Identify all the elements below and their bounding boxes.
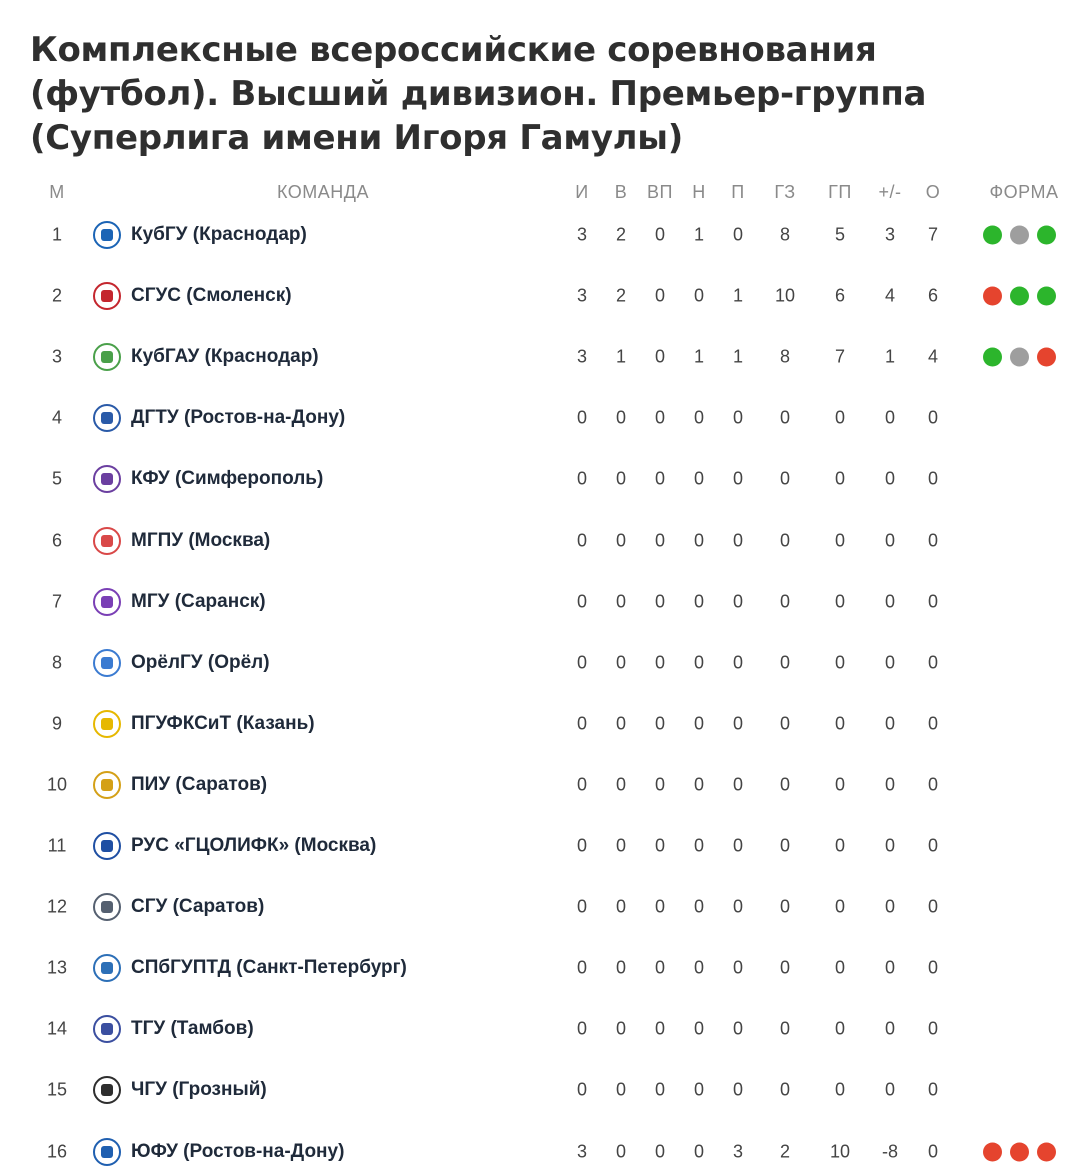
col-goals-for-header[interactable]: ГЗ: [774, 182, 796, 202]
goal-diff-cell: 0: [884, 1018, 896, 1039]
position-cell: 15: [46, 1079, 68, 1100]
goal-diff-cell: 1: [884, 346, 896, 367]
chgu-logo-icon: [93, 1076, 121, 1104]
form-loss-dot[interactable]: [1010, 1142, 1029, 1161]
goals-for-cell: 10: [774, 285, 796, 306]
logo-emblem: [101, 1146, 113, 1158]
losses-cell: 0: [732, 591, 744, 612]
team-name-link[interactable]: ЮФУ (Ростов-на-Дону): [131, 1140, 345, 1162]
form-indicator: [983, 348, 1056, 367]
goal-diff-cell: 0: [884, 957, 896, 978]
logo-emblem: [101, 290, 113, 302]
ot-wins-cell: 0: [654, 224, 666, 245]
team-name-link[interactable]: ЧГУ (Грозный): [131, 1079, 267, 1101]
spbguptd-logo-icon: [93, 954, 121, 982]
logo-emblem: [101, 840, 113, 852]
wins-cell: 0: [615, 896, 627, 917]
mgpu-logo-icon: [93, 527, 121, 555]
losses-cell: 0: [732, 835, 744, 856]
position-cell: 14: [46, 1018, 68, 1039]
wins-cell: 2: [615, 285, 627, 306]
wins-cell: 0: [615, 468, 627, 489]
wins-cell: 0: [615, 774, 627, 795]
wins-cell: 2: [615, 224, 627, 245]
position-cell: 6: [51, 530, 63, 550]
mgu-logo-icon: [93, 588, 121, 616]
team-name-link[interactable]: МГПУ (Москва): [131, 529, 271, 551]
goals-against-cell: 0: [834, 774, 846, 795]
played-cell: 0: [576, 957, 588, 978]
goals-against-cell: 5: [834, 224, 846, 245]
logo-emblem: [101, 535, 113, 547]
table-row[interactable]: [0, 765, 1078, 805]
played-cell: 0: [576, 835, 588, 856]
goals-for-cell: 0: [779, 957, 791, 978]
goals-for-cell: 0: [779, 468, 791, 489]
col-team-header[interactable]: КОМАНДА: [277, 182, 369, 202]
goals-for-cell: 8: [779, 224, 791, 245]
tgu-logo-icon: [93, 1015, 121, 1043]
table-row[interactable]: [0, 459, 1078, 499]
points-cell: 0: [927, 591, 939, 612]
played-cell: 0: [576, 1079, 588, 1100]
played-cell: 3: [576, 224, 588, 245]
position-cell: 9: [51, 713, 63, 734]
goals-for-cell: 0: [779, 774, 791, 795]
wins-cell: 0: [615, 530, 627, 550]
logo-emblem: [101, 657, 113, 669]
goals-for-cell: 0: [779, 591, 791, 612]
points-cell: 0: [927, 713, 939, 734]
losses-cell: 1: [732, 346, 744, 367]
goal-diff-cell: 0: [884, 407, 896, 428]
losses-cell: 0: [732, 407, 744, 428]
team-name-link[interactable]: ТГУ (Тамбов): [131, 1018, 254, 1040]
kubgau-logo-icon: [93, 343, 121, 371]
table-row[interactable]: [0, 704, 1078, 744]
goals-against-cell: 0: [834, 835, 846, 856]
form-loss-dot[interactable]: [983, 1142, 1002, 1161]
team-name-link[interactable]: ПГУФКСиТ (Казань): [131, 712, 315, 734]
team-name-link[interactable]: ОрёлГУ (Орёл): [131, 651, 270, 673]
losses-cell: 0: [732, 1079, 744, 1100]
losses-cell: 0: [732, 1018, 744, 1039]
wins-cell: 0: [615, 957, 627, 978]
logo-emblem: [101, 596, 113, 608]
goals-against-cell: 6: [834, 285, 846, 306]
losses-cell: 0: [732, 530, 744, 550]
form-indicator: [983, 287, 1056, 306]
col-form-header: ФОРМА: [989, 182, 1059, 202]
team-name-link[interactable]: КубГАУ (Краснодар): [131, 346, 319, 368]
position-cell: 1: [51, 224, 63, 245]
points-cell: 6: [927, 285, 939, 306]
team-name-link[interactable]: РУС «ГЦОЛИФК» (Москва): [131, 835, 377, 856]
team-name-link[interactable]: СПбГУПТД (Санкт-Петербург): [131, 957, 407, 979]
played-cell: 0: [576, 652, 588, 673]
ot-wins-cell: 0: [654, 896, 666, 917]
position-cell: 16: [46, 1141, 68, 1161]
losses-cell: 0: [732, 774, 744, 795]
goals-for-cell: 0: [779, 652, 791, 673]
ot-wins-cell: 0: [654, 713, 666, 734]
table-row[interactable]: [0, 276, 1078, 316]
goals-for-cell: 0: [779, 1079, 791, 1100]
losses-cell: 0: [732, 468, 744, 489]
logo-emblem: [101, 473, 113, 485]
position-cell: 12: [46, 896, 68, 917]
ot-wins-cell: 0: [654, 652, 666, 673]
wins-cell: 0: [615, 591, 627, 612]
goals-for-cell: 0: [779, 530, 791, 550]
dgtu-logo-icon: [93, 404, 121, 432]
logo-emblem: [101, 351, 113, 363]
ot-wins-cell: 0: [654, 957, 666, 978]
goal-diff-cell: 0: [884, 530, 896, 550]
played-cell: 3: [576, 1141, 588, 1161]
goals-against-cell: 0: [834, 1079, 846, 1100]
goals-against-cell: 7: [834, 346, 846, 367]
goal-diff-cell: 0: [884, 835, 896, 856]
pgufksit-logo-icon: [93, 710, 121, 738]
table-row[interactable]: [0, 948, 1078, 988]
goals-against-cell: 0: [834, 591, 846, 612]
piu-logo-icon: [93, 771, 121, 799]
col-wins-header[interactable]: В: [614, 182, 628, 202]
points-cell: 4: [927, 346, 939, 367]
goals-against-cell: 10: [829, 1141, 851, 1161]
losses-cell: 0: [732, 957, 744, 978]
goal-diff-cell: -8: [881, 1141, 899, 1161]
team-name-link[interactable]: СГУС (Смоленск): [131, 285, 292, 307]
draws-cell: 0: [693, 468, 705, 489]
wins-cell: 0: [615, 835, 627, 856]
ot-wins-cell: 0: [654, 530, 666, 550]
played-cell: 0: [576, 1018, 588, 1039]
draws-cell: 0: [693, 896, 705, 917]
ot-wins-cell: 0: [654, 591, 666, 612]
position-cell: 8: [51, 652, 63, 673]
kubgu-logo-icon: [93, 221, 121, 249]
ot-wins-cell: 0: [654, 1141, 666, 1161]
position-cell: 2: [51, 285, 63, 306]
col-ot-wins-header[interactable]: ВП: [647, 182, 673, 202]
losses-cell: 0: [732, 652, 744, 673]
col-draws-header[interactable]: Н: [692, 182, 706, 202]
form-win-dot[interactable]: [1037, 226, 1056, 245]
played-cell: 0: [576, 530, 588, 550]
ot-wins-cell: 0: [654, 285, 666, 306]
table-row[interactable]: [0, 643, 1078, 683]
kfu-logo-icon: [93, 465, 121, 493]
ot-wins-cell: 0: [654, 835, 666, 856]
ot-wins-cell: 0: [654, 346, 666, 367]
table-row[interactable]: [0, 887, 1078, 927]
wins-cell: 0: [615, 652, 627, 673]
rus-gcolifk-logo-icon: [93, 832, 121, 860]
goal-diff-cell: 0: [884, 591, 896, 612]
logo-emblem: [101, 718, 113, 730]
orelgu-logo-icon: [93, 649, 121, 677]
points-cell: 0: [927, 468, 939, 489]
goals-for-cell: 0: [779, 1018, 791, 1039]
ot-wins-cell: 0: [654, 1018, 666, 1039]
points-cell: 0: [927, 957, 939, 978]
goal-diff-cell: 0: [884, 652, 896, 673]
team-name-link[interactable]: КФУ (Симферополь): [131, 468, 324, 490]
form-win-dot[interactable]: [983, 226, 1002, 245]
table-row[interactable]: [0, 398, 1078, 438]
form-win-dot[interactable]: [1010, 287, 1029, 306]
draws-cell: 0: [693, 713, 705, 734]
draws-cell: 0: [693, 652, 705, 673]
team-name-link[interactable]: ДГТУ (Ростов-на-Дону): [131, 407, 346, 429]
losses-cell: 0: [732, 713, 744, 734]
logo-emblem: [101, 901, 113, 913]
position-cell: 4: [51, 407, 63, 428]
points-cell: 0: [927, 1141, 939, 1161]
goal-diff-cell: 0: [884, 774, 896, 795]
draws-cell: 0: [693, 407, 705, 428]
logo-emblem: [101, 1084, 113, 1096]
goals-against-cell: 0: [834, 957, 846, 978]
points-cell: 0: [927, 1079, 939, 1100]
form-loss-dot[interactable]: [983, 287, 1002, 306]
form-indicator: [983, 226, 1056, 245]
goals-for-cell: 0: [779, 896, 791, 917]
goals-against-cell: 0: [834, 530, 846, 550]
played-cell: 3: [576, 346, 588, 367]
played-cell: 0: [576, 468, 588, 489]
col-diff-header[interactable]: +/-: [878, 182, 902, 202]
table-header: [0, 182, 1078, 206]
draws-cell: 0: [693, 1018, 705, 1039]
points-cell: 0: [927, 1018, 939, 1039]
logo-emblem: [101, 1023, 113, 1035]
draws-cell: 0: [693, 530, 705, 550]
losses-cell: 0: [732, 896, 744, 917]
points-cell: 0: [927, 530, 939, 550]
yufu-logo-icon: [93, 1138, 121, 1166]
position-cell: 10: [46, 774, 68, 795]
losses-cell: 1: [732, 285, 744, 306]
goals-against-cell: 0: [834, 896, 846, 917]
page-title: Комплексные всероссийские соревнования (футбол). Высший дивизион. Премьер-группа (Суперлига имени Игоря Гамулы): [30, 30, 927, 158]
goals-for-cell: 0: [779, 713, 791, 734]
logo-emblem: [101, 962, 113, 974]
team-name-link[interactable]: СГУ (Саратов): [131, 896, 265, 918]
goal-diff-cell: 0: [884, 468, 896, 489]
goal-diff-cell: 4: [884, 285, 896, 306]
draws-cell: 0: [693, 591, 705, 612]
goal-diff-cell: 3: [884, 224, 896, 245]
team-name-link[interactable]: ПИУ (Саратов): [131, 773, 268, 795]
position-cell: 7: [51, 591, 63, 612]
draws-cell: 1: [693, 346, 705, 367]
sgus-logo-icon: [93, 282, 121, 310]
position-cell: 11: [47, 835, 67, 856]
position-cell: 5: [51, 468, 63, 489]
played-cell: 0: [576, 407, 588, 428]
wins-cell: 0: [615, 1079, 627, 1100]
logo-emblem: [101, 412, 113, 424]
goal-diff-cell: 0: [884, 1079, 896, 1100]
wins-cell: 0: [615, 1018, 627, 1039]
table-row[interactable]: [0, 1009, 1078, 1049]
table-row[interactable]: [0, 337, 1078, 377]
logo-emblem: [101, 229, 113, 241]
points-cell: 7: [927, 224, 939, 245]
team-name-link[interactable]: МГУ (Саранск): [131, 590, 266, 612]
table-row[interactable]: [0, 826, 1078, 866]
points-cell: 0: [927, 652, 939, 673]
col-losses-header[interactable]: П: [731, 182, 745, 202]
form-win-dot[interactable]: [983, 348, 1002, 367]
table-row[interactable]: [0, 215, 1078, 255]
points-cell: 0: [927, 774, 939, 795]
played-cell: 0: [576, 896, 588, 917]
draws-cell: 0: [693, 1079, 705, 1100]
col-points-header[interactable]: О: [925, 182, 941, 202]
form-draw-dot[interactable]: [1010, 348, 1029, 367]
goals-for-cell: 8: [779, 346, 791, 367]
logo-emblem: [101, 779, 113, 791]
draws-cell: 1: [693, 224, 705, 245]
form-loss-dot[interactable]: [1037, 1142, 1056, 1161]
draws-cell: 0: [693, 774, 705, 795]
goals-for-cell: 0: [779, 407, 791, 428]
played-cell: 3: [576, 285, 588, 306]
wins-cell: 1: [615, 346, 627, 367]
points-cell: 0: [927, 835, 939, 856]
points-cell: 0: [927, 407, 939, 428]
ot-wins-cell: 0: [654, 1079, 666, 1100]
wins-cell: 0: [615, 407, 627, 428]
table-row[interactable]: [0, 1132, 1078, 1172]
played-cell: 0: [576, 713, 588, 734]
col-played-header[interactable]: И: [575, 182, 589, 202]
position-cell: 13: [46, 957, 68, 978]
wins-cell: 0: [615, 713, 627, 734]
goal-diff-cell: 0: [884, 713, 896, 734]
form-indicator: [983, 1142, 1056, 1161]
wins-cell: 0: [615, 1141, 627, 1161]
ot-wins-cell: 0: [654, 407, 666, 428]
goals-for-cell: 0: [779, 835, 791, 856]
goals-against-cell: 0: [834, 652, 846, 673]
form-win-dot[interactable]: [1037, 287, 1056, 306]
col-pos-header[interactable]: М: [49, 182, 65, 202]
form-draw-dot[interactable]: [1010, 226, 1029, 245]
table-row[interactable]: [0, 582, 1078, 622]
played-cell: 0: [576, 774, 588, 795]
table-row[interactable]: [0, 1070, 1078, 1110]
points-cell: 0: [927, 896, 939, 917]
draws-cell: 0: [693, 957, 705, 978]
goal-diff-cell: 0: [884, 896, 896, 917]
draws-cell: 0: [693, 835, 705, 856]
losses-cell: 3: [732, 1141, 744, 1161]
draws-cell: 0: [693, 285, 705, 306]
position-cell: 3: [51, 346, 63, 367]
goals-for-cell: 2: [779, 1141, 791, 1161]
goals-against-cell: 0: [834, 407, 846, 428]
played-cell: 0: [576, 591, 588, 612]
form-loss-dot[interactable]: [1037, 348, 1056, 367]
ot-wins-cell: 0: [654, 468, 666, 489]
losses-cell: 0: [732, 224, 744, 245]
sgu-logo-icon: [93, 893, 121, 921]
table-row[interactable]: [0, 521, 1078, 561]
goals-against-cell: 0: [834, 468, 846, 489]
draws-cell: 0: [693, 1141, 705, 1161]
goals-against-cell: 0: [834, 713, 846, 734]
team-name-link[interactable]: КубГУ (Краснодар): [131, 224, 307, 245]
goals-against-cell: 0: [834, 1018, 846, 1039]
ot-wins-cell: 0: [654, 774, 666, 795]
col-goals-against-header[interactable]: ГП: [828, 182, 852, 202]
